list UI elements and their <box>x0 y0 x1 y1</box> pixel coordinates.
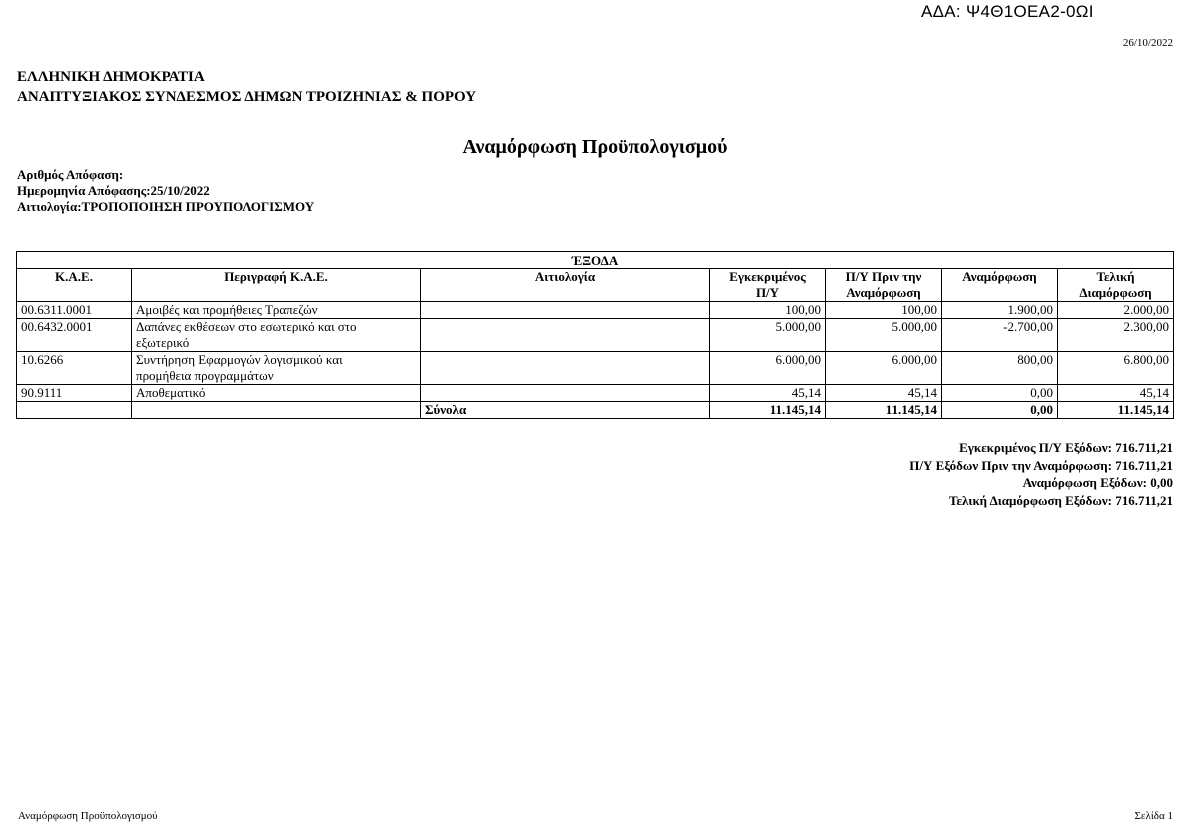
description-line-1: Αποθεματικό <box>136 385 206 400</box>
decision-number-row <box>17 167 314 183</box>
final-cell: 45,14 <box>1058 385 1174 402</box>
reason-cell <box>421 319 710 352</box>
totals-label: Σύνολα <box>421 402 710 419</box>
kae-cell: 00.6432.0001 <box>17 319 132 352</box>
adjustment-cell: 0,00 <box>942 385 1058 402</box>
reason-cell <box>421 302 710 319</box>
decision-reason-label: Αιτιολογία: <box>17 199 82 214</box>
description-cell <box>132 319 421 352</box>
decision-reason-value: ΤΡΟΠΟΠΟΙΗΣΗ ΠΡΟΥΠΟΛΟΓΙΣΜΟΥ <box>81 199 315 214</box>
expenses-summary <box>909 439 1173 509</box>
header-final <box>1058 269 1174 302</box>
decision-number-label: Αριθμός Απόφαση: <box>17 167 124 182</box>
before-cell: 6.000,00 <box>826 352 942 385</box>
expenses-table <box>16 251 1174 419</box>
before-cell: 100,00 <box>826 302 942 319</box>
description-cell <box>132 302 421 319</box>
description-line-1: Δαπάνες εκθέσεων στο εσωτερικό και στο <box>136 319 357 334</box>
section-row <box>17 252 1174 269</box>
description-line-1: Αμοιβές και προμήθειες Τραπεζών <box>136 302 318 317</box>
print-date: 26/10/2022 <box>1122 37 1173 49</box>
kae-cell: 10.6266 <box>17 352 132 385</box>
decision-date-row <box>17 183 314 199</box>
document-title: Αναμόρφωση Προϋπολογισμού <box>462 136 728 158</box>
decision-reason-row <box>17 199 314 215</box>
header-description: Περιγραφή Κ.Α.Ε. <box>132 269 421 302</box>
description-line-1: Συντήρηση Εφαρμογών λογισμικού και <box>136 352 343 367</box>
header-before-line-2: Αναμόρφωση <box>846 285 921 300</box>
header-approved-line-2: Π/Υ <box>755 285 780 300</box>
ada-code: ΑΔΑ: Ψ4Θ1ΟΕΑ2-0ΩΙ <box>921 2 1094 21</box>
final-cell: 2.300,00 <box>1058 319 1174 352</box>
summary-final: Τελική Διαμόρφωση Εξόδων: 716.711,21 <box>948 492 1173 508</box>
header-kae: Κ.Α.Ε. <box>17 269 132 302</box>
header-final-line-2: Διαμόρφωση <box>1079 285 1152 300</box>
decision-date-label: Ημερομηνία Απόφασης: <box>17 183 151 198</box>
totals-final: 11.145,14 <box>1058 402 1174 419</box>
description-line-2: προμήθεια προγραμμάτων <box>136 368 274 383</box>
totals-before: 11.145,14 <box>826 402 942 419</box>
header-approved <box>710 269 826 302</box>
adjustment-cell: 800,00 <box>942 352 1058 385</box>
header-before-line-1: Π/Υ Πριν την <box>845 269 922 284</box>
org-line-1: ΕΛΛΗΝΙΚΗ ΔΗΜΟΚΡΑΤΙΑ <box>17 69 205 85</box>
adjustment-cell: 1.900,00 <box>942 302 1058 319</box>
summary-approved: Εγκεκριμένος Π/Υ Εξόδων: 716.711,21 <box>959 440 1173 455</box>
section-title: ΈΞΟΔΑ <box>17 252 1174 269</box>
totals-empty-kae <box>17 402 132 419</box>
header-row <box>17 269 1174 302</box>
kae-cell: 90.9111 <box>17 385 132 402</box>
org-line-2: ΑΝΑΠΤΥΞΙΑΚΟΣ ΣΥΝΔΕΣΜΟΣ ΔΗΜΩΝ ΤΡΟΙΖΗΝΙΑΣ & ΠΟΡΟΥ <box>17 89 477 105</box>
decision-date-value: 25/10/2022 <box>150 183 210 198</box>
before-cell: 45,14 <box>826 385 942 402</box>
adjustment-cell: -2.700,00 <box>942 319 1058 352</box>
reason-cell <box>421 352 710 385</box>
header-final-line-1: Τελική <box>1096 269 1135 284</box>
totals-adjustment: 0,00 <box>942 402 1058 419</box>
totals-empty-description <box>132 402 421 419</box>
totals-approved: 11.145,14 <box>710 402 826 419</box>
summary-before: Π/Υ Εξόδων Πριν την Αναμόρφωση: 716.711,21 <box>909 457 1173 473</box>
page-number: Σελίδα 1 <box>1134 810 1173 822</box>
approved-cell: 5.000,00 <box>710 319 826 352</box>
description-line-2: εξωτερικό <box>136 335 190 350</box>
table-row <box>17 302 1174 319</box>
approved-cell: 45,14 <box>710 385 826 402</box>
table-row <box>17 319 1174 352</box>
approved-cell: 100,00 <box>710 302 826 319</box>
header-adjustment: Αναμόρφωση <box>942 269 1058 302</box>
kae-cell: 00.6311.0001 <box>17 302 132 319</box>
table-row <box>17 352 1174 385</box>
footer-document-title: Αναμόρφωση Προϋπολογισμού <box>18 810 158 822</box>
summary-adjustment: Αναμόρφωση Εξόδων: 0,00 <box>1022 475 1173 490</box>
approved-cell: 6.000,00 <box>710 352 826 385</box>
header-approved-line-1: Εγκεκριμένος <box>729 269 806 284</box>
reason-cell <box>421 385 710 402</box>
header-reason: Αιτιολογία <box>421 269 710 302</box>
header-before <box>826 269 942 302</box>
table-row <box>17 385 1174 402</box>
organization-header <box>17 67 476 107</box>
before-cell: 5.000,00 <box>826 319 942 352</box>
description-cell <box>132 352 421 385</box>
final-cell: 2.000,00 <box>1058 302 1174 319</box>
description-cell <box>132 385 421 402</box>
decision-info <box>17 167 314 215</box>
final-cell: 6.800,00 <box>1058 352 1174 385</box>
totals-row <box>17 402 1174 419</box>
